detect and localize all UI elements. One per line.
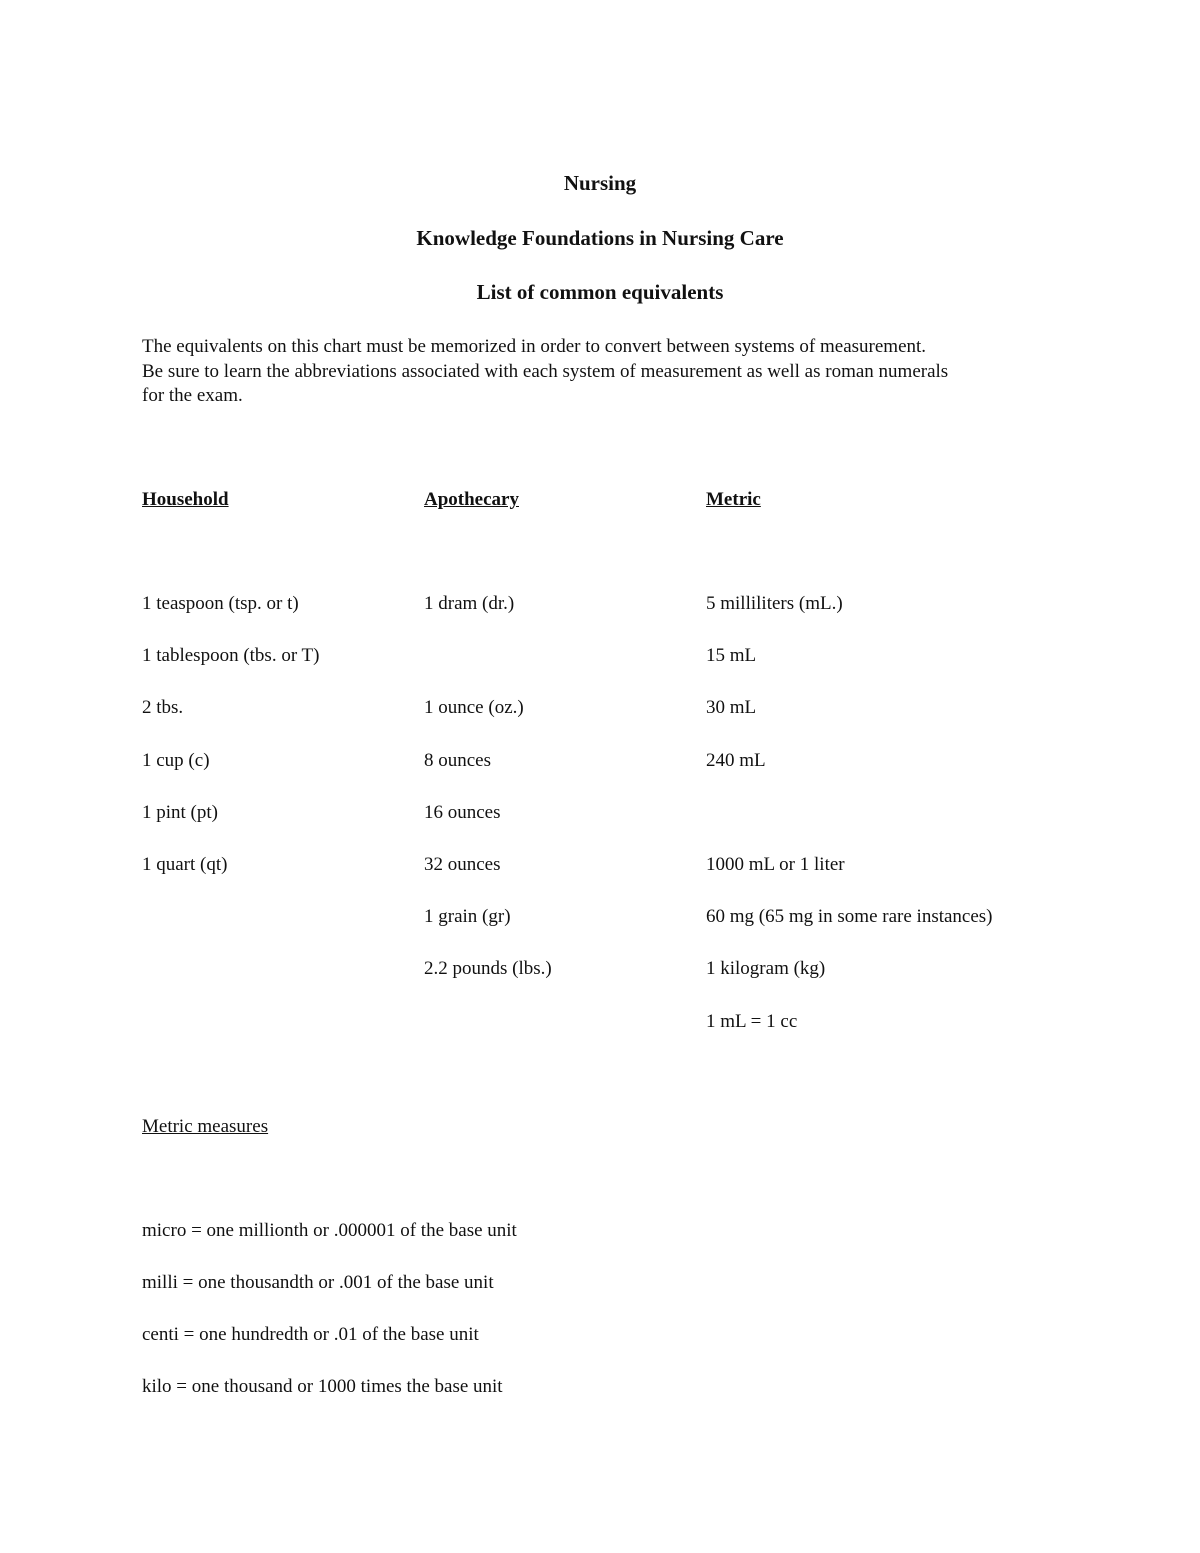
column-header-household: Household bbox=[142, 489, 229, 510]
table-cell: 1 mL = 1 cc bbox=[706, 1011, 798, 1032]
intro-line: Be sure to learn the abbreviations associated with each system of measurement as well as roman numerals bbox=[142, 360, 949, 382]
metric-prefix-item: kilo = one thousand or 1000 times the base unit bbox=[142, 1376, 503, 1397]
table-cell: 1 tablespoon (tbs. or T) bbox=[142, 645, 320, 666]
table-cell: 1 cup (c) bbox=[142, 750, 210, 771]
metric-prefix-item: centi = one hundredth or .01 of the base unit bbox=[142, 1324, 479, 1345]
table-cell: 32 ounces bbox=[424, 854, 501, 875]
table-cell: 2 tbs. bbox=[142, 697, 184, 718]
table-cell: 30 mL bbox=[706, 697, 757, 718]
table-cell: 1000 mL or 1 liter bbox=[706, 854, 845, 875]
table-cell: 16 ounces bbox=[424, 802, 501, 823]
metric-measures-heading: Metric measures bbox=[142, 1116, 269, 1137]
table-cell: 1 ounce (oz.) bbox=[424, 697, 524, 718]
metric-prefix-item: milli = one thousandth or .001 of the base unit bbox=[142, 1272, 494, 1293]
metric-prefix-item: micro = one millionth or .000001 of the base unit bbox=[142, 1220, 517, 1241]
intro-paragraph bbox=[142, 335, 1082, 409]
column-header-apothecary: Apothecary bbox=[424, 489, 519, 510]
document-subtitle: Knowledge Foundations in Nursing Care bbox=[416, 226, 784, 250]
table-cell: 1 pint (pt) bbox=[142, 802, 218, 823]
table-cell: 1 grain (gr) bbox=[424, 906, 511, 927]
table-cell: 8 ounces bbox=[424, 750, 492, 771]
table-cell: 2.2 pounds (lbs.) bbox=[424, 958, 552, 979]
intro-line: The equivalents on this chart must be memorized in order to convert between systems of measurement. bbox=[142, 336, 927, 357]
list-title: List of common equivalents bbox=[476, 280, 724, 304]
document-title: Nursing bbox=[563, 171, 637, 195]
table-cell: 15 mL bbox=[706, 645, 757, 666]
table-cell: 240 mL bbox=[706, 750, 766, 771]
table-cell: 1 teaspoon (tsp. or t) bbox=[142, 593, 299, 614]
table-cell: 60 mg (65 mg in some rare instances) bbox=[706, 906, 993, 927]
table-cell: 5 milliliters (mL.) bbox=[706, 593, 843, 614]
table-cell: 1 quart (qt) bbox=[142, 854, 228, 875]
table-cell: 1 dram (dr.) bbox=[424, 593, 515, 614]
table-cell: 1 kilogram (kg) bbox=[706, 958, 826, 979]
intro-line: for the exam. bbox=[142, 385, 243, 406]
column-header-metric: Metric bbox=[706, 489, 761, 510]
